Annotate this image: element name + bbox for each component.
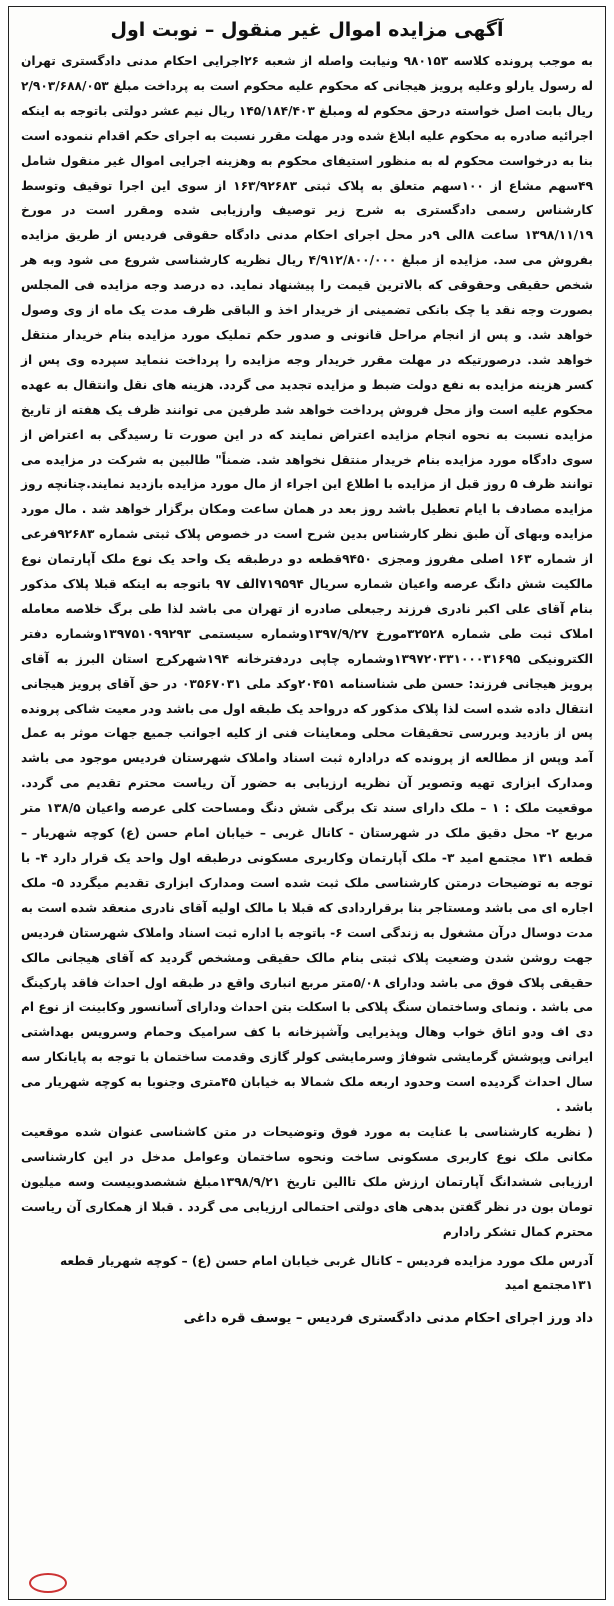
notice-body [21,49,593,1245]
notice-title: آگهی مزایده اموال غیر منقول – نوبت اول [110,19,504,41]
auction-notice [8,6,606,1600]
signature-line: داد ورز اجرای احکام مدنی دادگستری فردیس – یوسف قره داغی [183,1311,593,1327]
stamp-mark-icon [29,1573,67,1593]
notice-paragraph-main: به موجب پرونده کلاسه ۹۸۰۱۵۳ ونیابت واصله از شعبه ۲۶اجرایی احکام مدنی دادگستری تهران له رسول یارلو وعلیه پرویز هیجانی که محکوم علیه محکوم است به پرداخت مبلغ ۲/۹۰۳/۶۸۸/۰۵۳ ریال بابت اصل خواسته درحق محکوم له ومبلغ ۱۴۵/۱۸۴/۴۰۳ ریال نیم عشر دولتی باتوجه به اینکه اجرائیه صادره به محکوم علیه ابلاغ شده ودر مهلت مقرر نسبت به اجرای حکم اقدام ننموده است بنا به درخواست محکوم له به منظور استیفای محکوم به وهزینه اجرایی اموال غیر منقول شامل ۴۹سهم مشاع از ۱۰۰سهم متعلق به پلاک ثبتی ۱۶۳/۹۲۶۸۳ از سوی این اجرا توقیف وتوسط کارشناس رسمی دادگستری به شرح زیر توصیف وارزیابی شده ومقرر است در مورخ ۱۳۹۸/۱۱/۱۹ ساعت ۸الی ۹در محل اجرای احکام مدنی دادگاه حقوقی فردیس از طریق مزایده بفروش می سد. مزایده از مبلغ ۴/۹۱۲/۸۰۰/۰۰۰ ریال نظریه کارشناسی شروع می شود وبه هر شخص حقیقی وحقوقی که بالاترین قیمت را پیشنهاد نماید. ده درصد وجه مزایده فی المجلس بصورت وجه نقد یا چک بانکی تضمینی از خریدار اخذ و الباقی ظرف مدت یک ماه از وی وصول خواهد شد. و پس از انجام مراحل قانونی و صدور حکم تملیک مورد مزایده بنام خریدار منتقل خواهد شد. درصورتیکه در مهلت مقرر خریدار وجه مزایده را پرداخت ننماید سپرده وی پس از کسر هزینه مزایده به نفع دولت ضبط و مزایده تجدید می گردد. هزینه های نقل وانتقال به عهده محکوم علیه است واز محل فروش پرداخت خواهد شد طرفین می توانند ظرف یک هفته از تاریخ مزایده نسبت به نحوه انجام مزایده اعتراض نمایند که در این صورت تا رسیدگی به اعتراض از سوی دادگاه مورد مزایده بنام خریدار منتقل نخواهد شد. ضمناً" طالبین به شرکت در مزایده می توانند ظرف ۵ روز قبل از مزایده با اطلاع این اجراء از مال مورد مزایده بازدید نمایند.چنانچه روز مزایده مصادف با ایام تعطیل باشد روز بعد در همان ساعت ومکان برگزار خواهد شد . مال مورد مزایده وبهای آن طبق نظر کارشناس بدین شرح است در خصوص پلاک ثبتی شماره ۹۲۶۸۳فرعی از شماره ۱۶۳ اصلی مفروز ومجزی ۹۴۵۰قطعه دو درطبقه یک واحد یک نوع ملک آپارتمان نوع مالکیت شش دانگ عرصه واعیان شماره سریال ۷۱۹۵۹۴الف ۹۷ باتوجه به اینکه قبلا پلاک مذکور بنام آقای علی اکبر نادری فرزند رجبعلی صادره از تهران می باشد لذا طی برگ خلاصه معامله املاک ثبت طی شماره ۳۲۵۲۸مورخ ۱۳۹۷/۹/۲۷وشماره سیستمی ۱۳۹۷۵۱۰۹۹۲۹۳وشماره دفتر الکترونیکی ۱۳۹۷۲۰۳۳۱۰۰۰۳۱۶۹۵وشماره چاپی دردفترخانه ۱۹۴شهرکرج استان البرز به آقای پرویز هیجانی فرزند: حسن طی شناسنامه ۲۰۴۵۱وکد ملی ۰۳۵۶۷۰۳۱ در حق آقای پرویز هیجانی انتقال داده شده است لذا پلاک مذکور که درواحد یک طبقه اول می باشد ودر معیت شاکی پرونده پس از بازدید وبررسی تحقیقات محلی ومعاینات فنی از کلیه اجوانب جمیع جهات موثر به عمل آمد وپس از مطالعه از پرونده که درادارہ ثبت اسناد واملاک شهرستان فردیس موجود می باشد ومدارک ابزاری تهیه وتصویر آن نظریه ارزیابی به حضور آن ریاست محترم تقدیم می گردد. موقعیت ملک : ۱ – ملک دارای سند تک برگی شش دنگ ومساحت کلی عرصه واعیان ۱۳۸/۵ متر مربع ۲- محل دقیق ملک در شهرستان - کانال غربی – خیابان امام حسن (ع) کوچه شهریار – قطعه ۱۳۱ مجتمع امید ۳- ملک آپارتمان وکاربری مسکونی درطبقه اول واحد یک قرار دارد ۴- با توجه به توضیحات درمتن کارشناسی ملک ثبت شده است ومدارک ابزاری تقدیم میگردد ۵- ملک اجاره ای می باشد ومستاجر بنا برقراردادی که قبلا با مالک اولیه آقای نادری منعقد شده است به مدت دوسال درآن مشغول به زندگی است ۶- باتوجه با اداره ثبت اسناد واملاک شهرستان فردیس جهت روشن شدن وضعیت پلاک ثبتی بنام مالک حقیقی ومشخص گردید که آقای هیجانی مالک حقیقی پلاک فوق می باشد ودارای ۵/۰۸متر مربع انباری واقع در طبقه اول احداث فاقد پارکینگ می باشد . ونمای وساختمان سنگ پلاکی با اسکلت بتن احداث ودارای آسانسور وکابینت از نوع ام دی اف ودو اتاق خواب وهال وپذیرایی وآشپزخانه با کف سرامیک وحمام وسرویس بهداشتی ایرانی وپوشش گرمایشی شوفاژ وسرمایشی کولر گازی وقدمت ساختمان با توجه به پایانکار سه سال احداث گردیده است وحدود اربعه ملک شمالا به خیابان ۴۵متری وجنوبا به کوچه شهریار می باشد . [21,54,594,1115]
notice-paragraph-expert-opinion: ( نظریه کارشناسی با عنایت به مورد فوق وتوضیحات در متن کاشناسی عنوان شده موقعیت مکانی ملک نوع کاربری مسکونی ساخت ونحوه ساختمان وعوامل مدخل در این کارشناسی ارزیابی ششدانگ آپارتمان ارزش ملک تاالین تاریخ ۱۳۹۸/۹/۲۱مبلغ ششصدوبیست وسه میلیون تومان بون در نظر گفتن بدهی های دولتی احتمالی ارزیابی می گردد . قبلا از همکاری آن ریاست محترم کمال تشکر رادارم [21,1124,593,1239]
property-address: آدرس ملک مورد مزایده فردیس – کانال غربی خیابان امام حسن (ع) – کوچه شهریار قطعه ۱۳۱مجتمع امید [59,1253,593,1293]
